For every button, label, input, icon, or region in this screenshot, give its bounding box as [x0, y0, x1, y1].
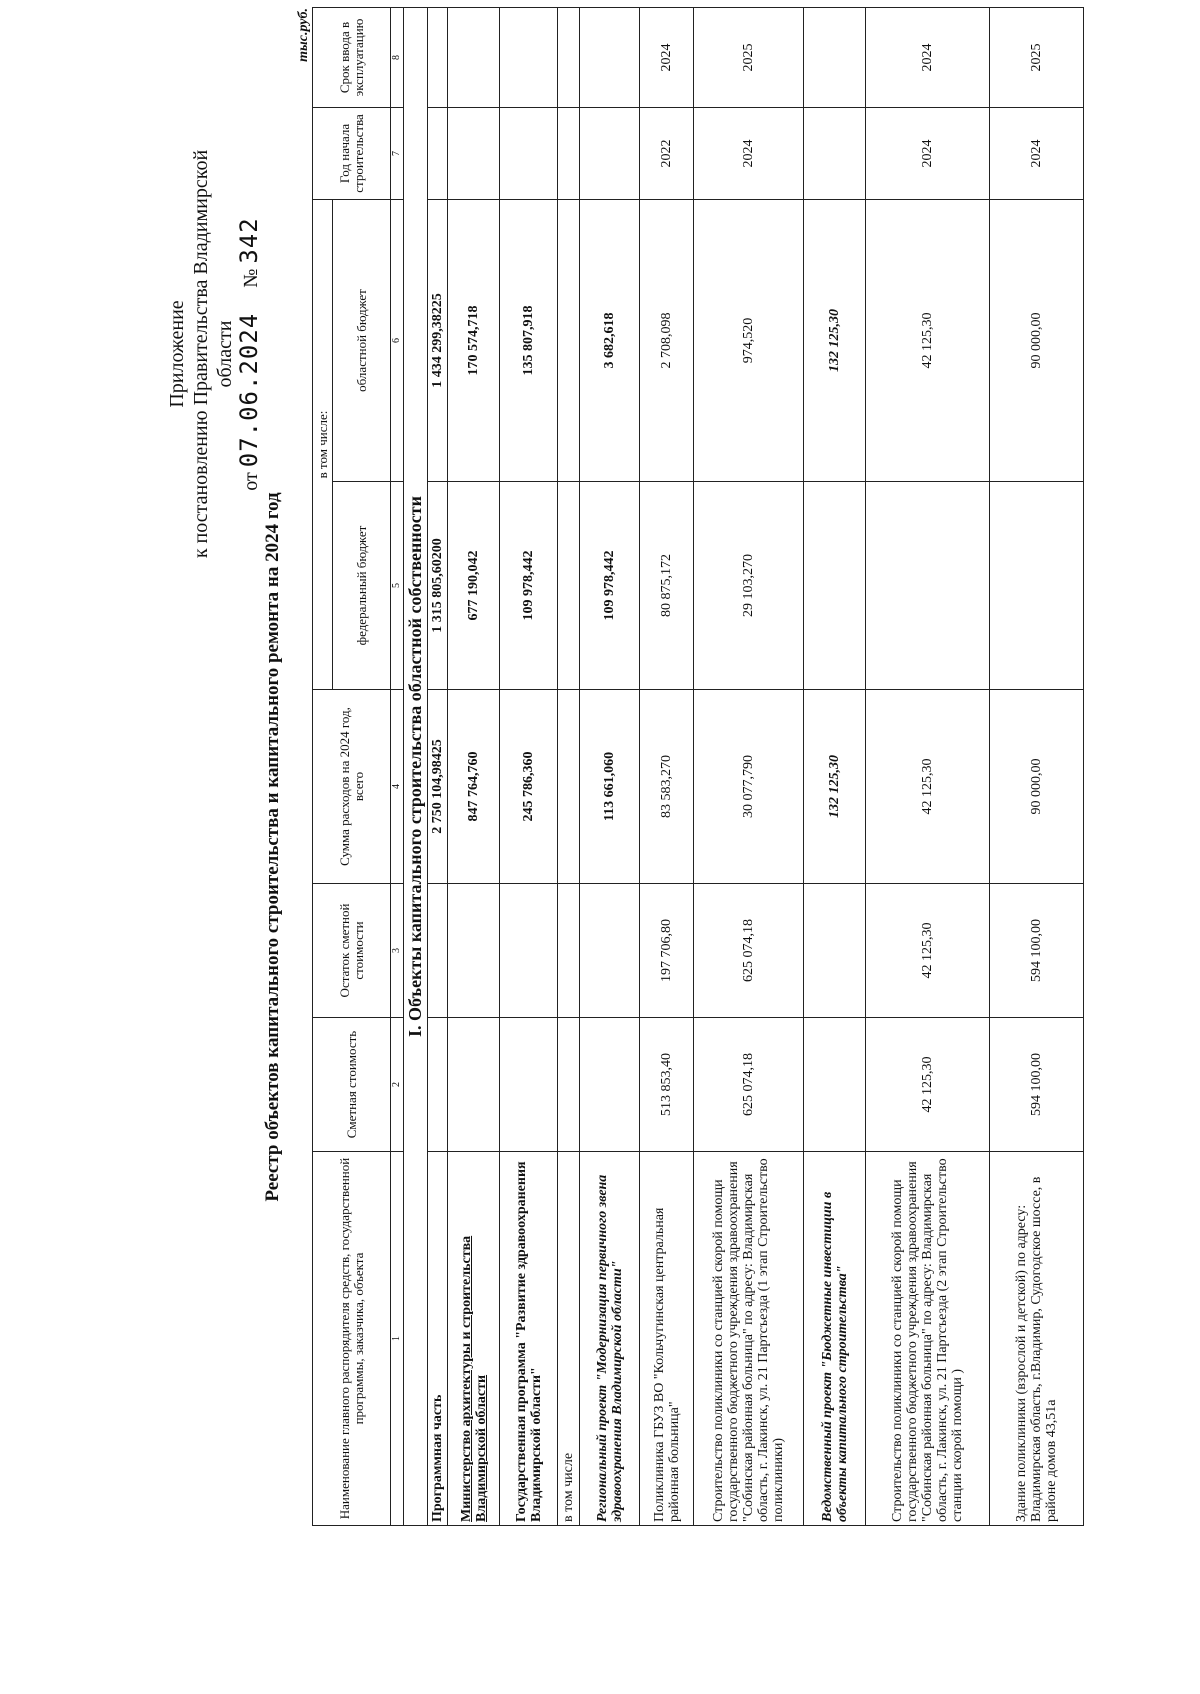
cell-remaining [448, 884, 500, 1018]
document-title: Реестр объектов капитального строительства и капитального ремонта на 2024 год [262, 492, 283, 1202]
cell-regional: 90 000,00 [990, 199, 1084, 481]
cell-total: 30 077,790 [694, 690, 804, 884]
cell-total: 42 125,30 [866, 690, 990, 884]
cell-remaining [804, 884, 866, 1018]
table-row [866, 7, 990, 1525]
cell-start-year [558, 107, 580, 199]
cell-commission-year: 2025 [990, 7, 1084, 107]
cell-commission-year [558, 7, 580, 107]
header-including: в том числе: [313, 199, 333, 689]
cell-federal [804, 482, 866, 690]
cell-start-year: 2024 [866, 107, 990, 199]
cell-start-year [448, 107, 500, 199]
cell-start-year [500, 107, 558, 199]
table-row [500, 7, 558, 1525]
cell-federal: 109 978,442 [580, 482, 640, 690]
cell-remaining: 594 100,00 [990, 884, 1084, 1018]
row-name: Ведомственный проект "Бюджетные инвестиции в объекты капитального строительства" [804, 1152, 866, 1526]
cell-total: 2 750 104,98425 [428, 690, 448, 884]
row-name: Региональный проект "Модернизация первичного звена здравоохранения Владимирской области" [580, 1152, 640, 1526]
cell-commission-year [580, 7, 640, 107]
cell-commission-year: 2024 [640, 7, 694, 107]
table-row [428, 7, 448, 1525]
table-row [990, 7, 1084, 1525]
column-index: 8 [391, 7, 404, 107]
cell-estimated [558, 1018, 580, 1152]
cell-commission-year [500, 7, 558, 107]
cell-estimated: 513 853,40 [640, 1018, 694, 1152]
row-name: Строительство поликлиники со станцией скорой помощи государственного бюджетного учреждения здравоохранения "Собинская районная больница" по адресу: Владимирская область, г. Лакинск, ул. 21 Партсъезда (1 этап Строительство поликлиники) [694, 1152, 804, 1526]
column-index: 7 [391, 107, 404, 199]
cell-federal [558, 482, 580, 690]
row-name: Здание поликлиники (взрослой и детской) по адресу: Владимирская область, г.Владимир, Судогодское шоссе, в районе домов 43,51а [990, 1152, 1084, 1526]
cell-remaining: 42 125,30 [866, 884, 990, 1018]
approval-line-1: Приложение [166, 300, 188, 408]
table-row [694, 7, 804, 1525]
row-name: Государственная программа "Развитие здравоохранения Владимирской области" [500, 1152, 558, 1526]
cell-regional: 135 807,918 [500, 199, 558, 481]
cell-start-year: 2024 [694, 107, 804, 199]
section-title: I. Объекты капитального строительства областной собственности [404, 7, 428, 1525]
cell-federal: 677 190,042 [448, 482, 500, 690]
column-index: 3 [391, 884, 404, 1018]
header-total-2024: Сумма расходов на 2024 год, всего [313, 690, 391, 884]
cell-remaining: 197 706,80 [640, 884, 694, 1018]
approval-block [165, 114, 263, 594]
cell-start-year [804, 107, 866, 199]
row-name: Строительство поликлиники со станцией скорой помощи государственного бюджетного учреждения здравоохранения "Собинская районная больница" по адресу: Владимирская область, г. Лакинск, ул. 21 Партсъезда (2 этап Строительство станции скорой помощи ) [866, 1152, 990, 1526]
registry-table [312, 7, 1084, 1526]
approval-number: 342 [235, 217, 263, 264]
cell-commission-year [448, 7, 500, 107]
cell-regional: 170 574,718 [448, 199, 500, 481]
column-index: 5 [391, 482, 404, 690]
cell-estimated [448, 1018, 500, 1152]
cell-total: 847 764,760 [448, 690, 500, 884]
cell-remaining: 625 074,18 [694, 884, 804, 1018]
header-estimated-cost: Сметная стоимость [313, 1018, 391, 1152]
cell-commission-year: 2025 [694, 7, 804, 107]
table-row [558, 7, 580, 1525]
column-index: 1 [391, 1152, 404, 1526]
table-row [640, 7, 694, 1525]
number-prefix: № [240, 268, 262, 288]
cell-commission-year: 2024 [866, 7, 990, 107]
approval-date-line [237, 114, 263, 594]
cell-regional: 132 125,30 [804, 199, 866, 481]
cell-start-year [580, 107, 640, 199]
row-name: в том числе [558, 1152, 580, 1526]
approval-date: 07.06.2024 [235, 312, 263, 468]
unit-label: тыс.руб. [296, 8, 311, 62]
cell-federal: 29 103,270 [694, 482, 804, 690]
cell-federal: 1 315 805,60200 [428, 482, 448, 690]
cell-estimated: 42 125,30 [866, 1018, 990, 1152]
table-row [580, 7, 640, 1525]
column-index: 6 [391, 199, 404, 481]
column-index: 4 [391, 690, 404, 884]
cell-start-year: 2022 [640, 107, 694, 199]
cell-estimated: 594 100,00 [990, 1018, 1084, 1152]
header-remaining-cost: Остаток сметной стоимости [313, 884, 391, 1018]
cell-federal: 80 875,172 [640, 482, 694, 690]
cell-regional: 2 708,098 [640, 199, 694, 481]
cell-regional [558, 199, 580, 481]
cell-estimated [804, 1018, 866, 1152]
cell-start-year [428, 107, 448, 199]
cell-regional: 1 434 299,38225 [428, 199, 448, 481]
cell-start-year: 2024 [990, 107, 1084, 199]
approval-line-2: к постановлению Правительства Владимирской области [190, 149, 236, 559]
cell-regional: 3 682,618 [580, 199, 640, 481]
cell-regional: 974,520 [694, 199, 804, 481]
row-name: Программная часть [428, 1152, 448, 1526]
column-index: 2 [391, 1018, 404, 1152]
cell-estimated [428, 1018, 448, 1152]
cell-total [558, 690, 580, 884]
cell-remaining [428, 884, 448, 1018]
cell-commission-year [804, 7, 866, 107]
cell-estimated [580, 1018, 640, 1152]
header-federal: федеральный бюджет [333, 482, 391, 690]
cell-total: 83 583,270 [640, 690, 694, 884]
date-prefix: от [240, 472, 262, 491]
cell-commission-year [428, 7, 448, 107]
table-row [448, 7, 500, 1525]
cell-regional: 42 125,30 [866, 199, 990, 481]
row-name: Министерство архитектуры и строительства Владимирской области [448, 1152, 500, 1526]
header-start-year: Год начала строительства [313, 107, 391, 199]
cell-total: 132 125,30 [804, 690, 866, 884]
cell-federal [990, 482, 1084, 690]
cell-remaining [500, 884, 558, 1018]
cell-federal [866, 482, 990, 690]
cell-estimated: 625 074,18 [694, 1018, 804, 1152]
cell-total: 113 661,060 [580, 690, 640, 884]
cell-remaining [580, 884, 640, 1018]
row-name: Поликлиника ГБУЗ ВО "Кольчугинская центральная районная больница" [640, 1152, 694, 1526]
cell-estimated [500, 1018, 558, 1152]
cell-total: 90 000,00 [990, 690, 1084, 884]
cell-federal: 109 978,442 [500, 482, 558, 690]
header-name: Наименование главного распорядителя средств, государственной программы, заказчика, объекта [313, 1152, 391, 1526]
header-commission-year: Срок ввода в эксплуатацию [313, 7, 391, 107]
header-regional: областной бюджет [333, 199, 391, 481]
cell-total: 245 786,360 [500, 690, 558, 884]
cell-remaining [558, 884, 580, 1018]
table-row [804, 7, 866, 1525]
